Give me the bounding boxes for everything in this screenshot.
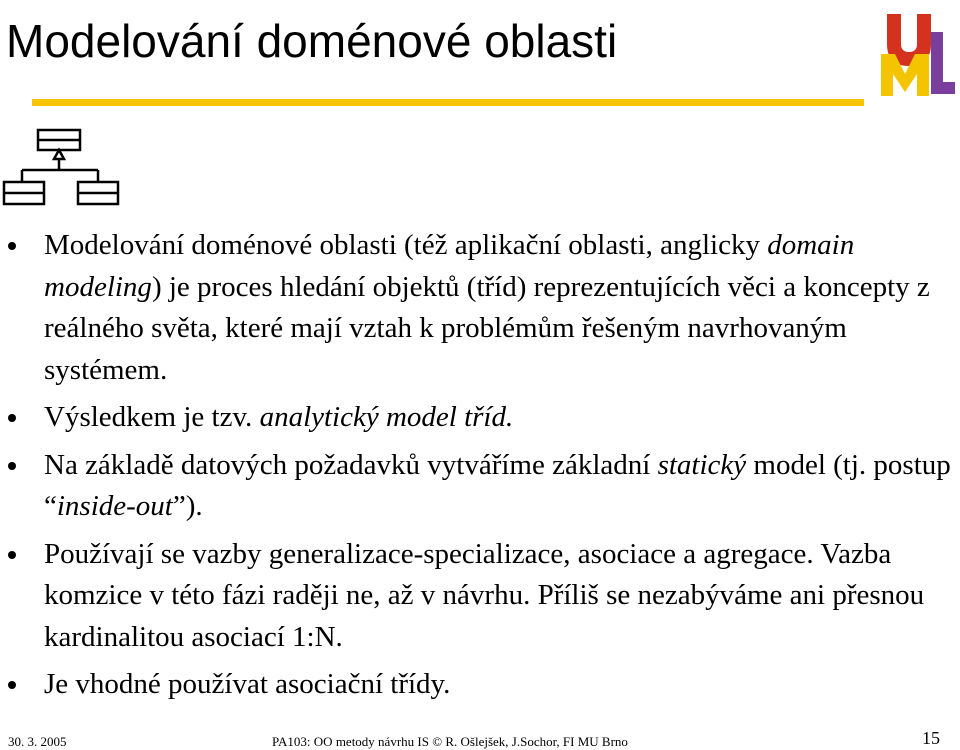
logo-l-shape [931,32,955,94]
bullet-item [0,664,960,706]
bullet-text: Je vhodné používat asociační třídy. [44,668,451,700]
bullet-dot [8,681,16,689]
inheritance-arrow [54,150,64,159]
footer-course: PA103: OO metody návrhu IS © R. Ošlejšek, J.Sochor, FI MU Brno [272,734,628,749]
bullet-text: Používají se vazby generalizace-specializace, asociace a agregace. Vazba komzice v této fázi raději ne, až v návrhu. Příliš se nezabýváme ani přesnou kardinalitou asociací 1:N. [44,537,925,653]
page-number: 15 [922,728,940,748]
bullet-item [0,225,960,391]
class-hierarchy-icon [2,128,120,208]
bullet-item [0,445,960,528]
bullet-dot [8,242,16,250]
page-title: Modelování doménové oblasti [6,15,618,67]
bullet-item [0,534,960,659]
bullet-dot [8,414,16,422]
bullet-text: Výsledkem je tzv. analytický model tříd. [44,401,514,433]
uml-logo [875,4,957,100]
bullet-list [0,225,960,712]
footer-date: 30. 3. 2005 [8,734,67,749]
bullet-dot [8,462,16,470]
bullet-dot [8,551,16,559]
title-underline [32,99,864,106]
uml-logo-shapes [881,14,955,96]
bullet-text: Modelování doménové oblasti (též aplikační oblasti, anglicky domain modeling) je proces hledání objektů (tříd) reprezentujících věci a koncepty z reálného světa, které mají vztah k problémům řešeným navrhovaným systémem. [44,229,930,386]
bullet-item [0,397,960,439]
bullet-text: Na základě datových požadavků vytváříme základní statický model (tj. postup “inside-out”). [44,448,951,522]
